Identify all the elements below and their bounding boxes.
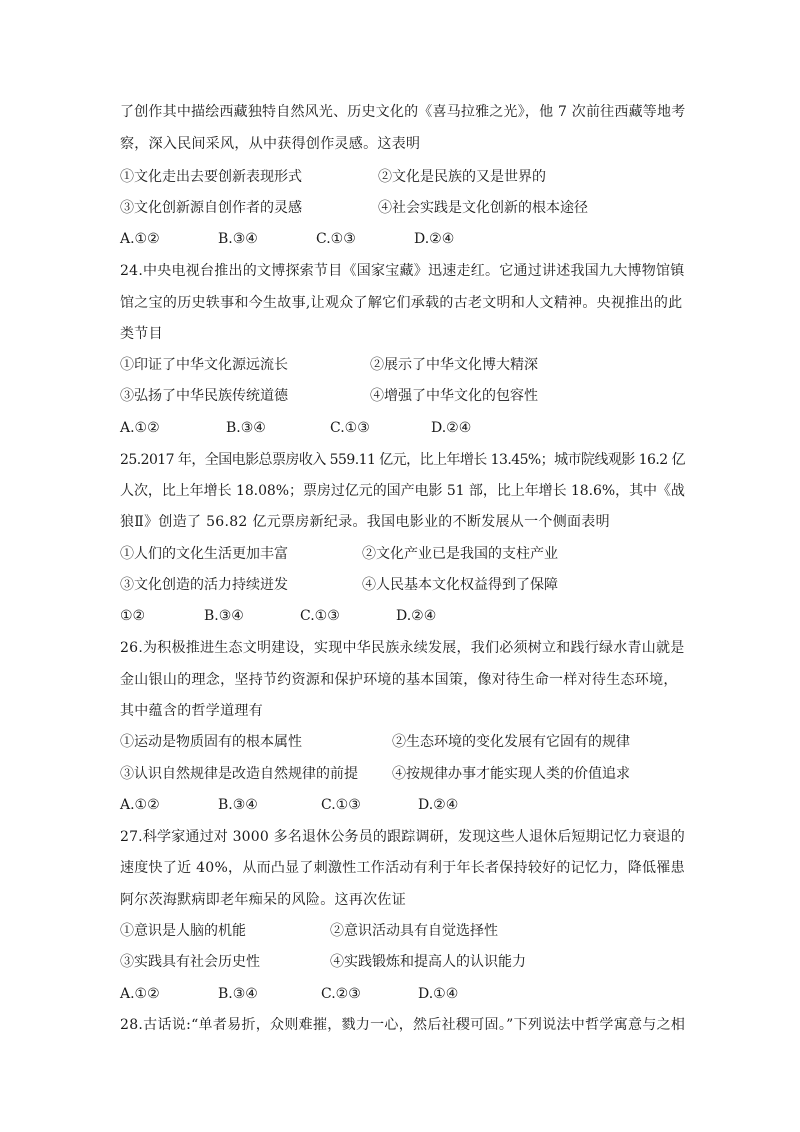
option-1: ①印证了中华文化源远流长 [120, 357, 288, 373]
question-text-line: 其中蕴含的哲学道理有 [120, 703, 263, 719]
option-2: ②意识活动具有自觉选择性 [330, 923, 498, 939]
question-text-line: 察，深入民间采风，从中获得创作灵感。这表明 [120, 136, 421, 152]
option-4: ④按规律办事才能实现人类的价值追求 [392, 766, 630, 782]
choice-d: D.②④ [414, 231, 455, 247]
choice-b: B.③④ [218, 231, 258, 247]
choice-a: A.①② [120, 231, 160, 247]
option-3: ③文化创新源自创作者的灵感 [120, 200, 302, 216]
question-text-line: 狼Ⅱ》创造了 56.82 亿元票房新纪录。我国电影业的不断发展从一个侧面表明 [120, 514, 610, 530]
option-1: ①人们的文化生活更加丰富 [120, 546, 288, 562]
question-28-text: 28.古话说:“单者易折，众则难摧，戮力一心，然后社稷可固。”下列说法中哲学寓意与之相 [120, 1017, 686, 1033]
question-text-line: 速度快了近 40%，从而凸显了刺激性工作活动有利于年长者保持较好的记忆力，降低罹患 [120, 860, 685, 876]
option-3: ③实践具有社会历史性 [120, 954, 260, 970]
choice-c: C.①③ [316, 231, 356, 247]
question-text-line: 阿尔茨海默病即老年痴呆的风险。这再次佐证 [120, 892, 406, 908]
choice-b: B.③④ [226, 420, 266, 436]
option-4: ④增强了中华文化的包容性 [370, 388, 538, 404]
question-24-text: 24.中央电视台推出的文博探索节目《国家宝藏》迅速走红。它通过讲述我国九大博物馆镇 [120, 263, 685, 279]
option-3: ③认识自然规律是改造自然规律的前提 [120, 766, 358, 782]
option-4: ④社会实践是文化创新的根本途径 [378, 200, 588, 216]
question-27-text: 27.科学家通过对 3000 多名退休公务员的跟踪调研，发现这些人退休后短期记忆力衰退的 [120, 829, 685, 845]
question-text-line: 金山银山的理念，坚持节约资源和保护环境的基本国策，像对待生命一样对待生态环境， [120, 672, 678, 688]
choice-b: B.③④ [218, 797, 258, 813]
choice-a: A.①② [120, 797, 160, 813]
option-2: ②展示了中华文化博大精深 [370, 357, 538, 373]
choice-b: B.③④ [218, 986, 258, 1002]
choice-c: C.①③ [330, 420, 370, 436]
question-text-line: 人次，比上年增长 18.08%；票房过亿元的国产电影 51 部，比上年增长 18.6%，其中《战 [120, 483, 685, 499]
choice-d: D.②④ [431, 420, 472, 436]
option-1: ①文化走出去要创新表现形式 [120, 169, 302, 185]
option-2: ②文化产业已是我国的支柱产业 [362, 546, 558, 562]
option-3: ③弘扬了中华民族传统道德 [120, 388, 288, 404]
question-text-line: 类节目 [120, 326, 163, 342]
option-1: ①意识是人脑的机能 [120, 923, 246, 939]
question-text-line: 了创作其中描绘西藏独特自然风光、历史文化的《喜马拉雅之光》，他 7 次前往西藏等地考 [120, 104, 686, 120]
choice-c: C.②③ [321, 986, 361, 1002]
choice-a: A.①② [120, 986, 160, 1002]
option-1: ①运动是物质固有的根本属性 [120, 734, 302, 750]
question-26-text: 26.为积极推进生态文明建设，实现中华民族永续发展，我们必须树立和践行绿水青山就是 [120, 640, 685, 656]
choice-d: D.①④ [418, 986, 459, 1002]
choice-d: D.②④ [396, 608, 437, 624]
question-25-text: 25.2017 年，全国电影总票房收入 559.11 亿元，比上年增长 13.45%；城市院线观影 16.2 亿 [120, 452, 685, 468]
option-4: ④实践锻炼和提高人的认识能力 [330, 954, 526, 970]
choice-c: C.①③ [300, 608, 340, 624]
choice-d: D.②④ [418, 797, 459, 813]
option-4: ④人民基本文化权益得到了保障 [362, 577, 558, 593]
option-2: ②生态环境的变化发展有它固有的规律 [392, 734, 630, 750]
question-text-line: 馆之宝的历史轶事和今生故事,让观众了解它们承载的古老文明和人文精神。央视推出的此 [120, 295, 683, 311]
option-2: ②文化是民族的又是世界的 [378, 169, 546, 185]
choice-a: A.①② [120, 420, 160, 436]
option-3: ③文化创造的活力持续迸发 [120, 577, 288, 593]
choice-b: B.③④ [204, 608, 244, 624]
choice-c: C.①③ [321, 797, 361, 813]
choice-a: ①② [120, 608, 146, 624]
